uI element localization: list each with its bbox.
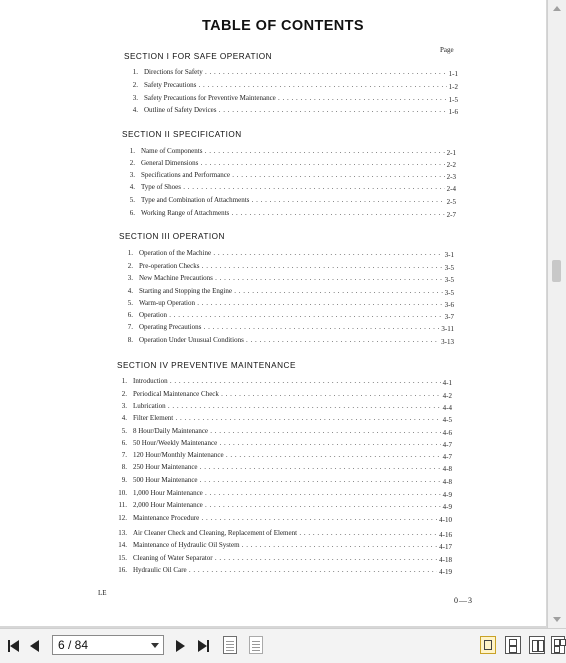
- toc-entry-title: Filter Element . . .: [133, 414, 448, 422]
- toc-entry-title: Specifications and Performance . . .: [141, 171, 452, 179]
- previous-page-button[interactable]: [26, 637, 42, 655]
- toc-entry-title: 500 Hour Maintenance . . .: [133, 476, 448, 484]
- toc-entry-title: 2,000 Hour Maintenance . . .: [133, 501, 448, 509]
- toc-entry: [116, 323, 454, 334]
- page-column-label: Page: [440, 46, 454, 54]
- toc-entry: [110, 439, 452, 450]
- toc-entry: [110, 554, 452, 565]
- toc-entry-page: 4-2: [442, 392, 452, 400]
- page-title: TABLE OF CONTENTS: [202, 18, 364, 34]
- toc-entry-title: Name of Components . . .: [141, 147, 452, 155]
- toc-entry-page: 4-7: [442, 441, 452, 449]
- toc-entry-title: Directions for Safety . . .: [144, 68, 454, 76]
- toc-entry: [110, 514, 452, 525]
- toc-entry: [110, 451, 452, 462]
- last-page-button[interactable]: [194, 637, 212, 655]
- next-page-icon: [176, 640, 185, 652]
- toc-entry: [118, 159, 456, 170]
- toc-entry: [116, 336, 454, 347]
- toc-entry-number: 1.: [129, 147, 135, 155]
- toc-entry-number: 5.: [121, 427, 127, 435]
- toc-entry: [110, 402, 452, 413]
- toc-entry-page: 3-5: [444, 276, 454, 284]
- toc-entry-number: 7.: [127, 323, 133, 331]
- toc-entry-number: 3.: [129, 171, 135, 179]
- toc-entry-number: 12.: [118, 514, 127, 522]
- footer-page-number: 0—3: [454, 596, 473, 605]
- toc-entry: [110, 390, 452, 401]
- toc-entry-number: 5.: [129, 196, 135, 204]
- toc-entry-page: 4-7: [442, 453, 452, 461]
- toc-entry-title: Outline of Safety Devices . . .: [144, 106, 454, 114]
- toc-entry: [121, 106, 458, 117]
- toc-entry-number: 8.: [127, 336, 133, 344]
- toc-entry-page: 2-4: [446, 185, 456, 193]
- scrollbar-thumb[interactable]: [552, 260, 561, 282]
- toc-entry-number: 3.: [132, 94, 138, 102]
- toc-entry-title: 1,000 Hour Maintenance . . .: [133, 489, 448, 497]
- section-heading: SECTION III OPERATION: [119, 232, 225, 241]
- toc-entry-title: 50 Hour/Weekly Maintenance . . .: [133, 439, 448, 447]
- toc-entry-title: 120 Hour/Monthly Maintenance . . .: [133, 451, 448, 459]
- toc-entry-number: 4.: [129, 183, 135, 191]
- first-page-icon: [10, 640, 19, 652]
- toc-entry: [121, 94, 458, 105]
- toc-entry-number: 6.: [127, 311, 133, 319]
- toc-entry-title: Warm-up Operation . . .: [139, 299, 450, 307]
- facing-view-icon[interactable]: [529, 636, 545, 654]
- toc-entry-page: 4-8: [442, 465, 452, 473]
- toc-entry-number: 11.: [118, 501, 127, 509]
- toc-entry-page: 4-6: [442, 429, 452, 437]
- toc-entry-number: 10.: [118, 489, 127, 497]
- toc-entry: [110, 463, 452, 474]
- toc-entry: [118, 209, 456, 220]
- toc-entry-number: 3.: [127, 274, 133, 282]
- chevron-down-icon: [151, 643, 159, 648]
- toc-entry-number: 15.: [118, 554, 127, 562]
- toc-entry-title: Working Range of Attachments . . .: [141, 209, 452, 217]
- toc-entry-title: Hydraulic Oil Care . . .: [133, 566, 448, 574]
- toc-entry-title: Operation of the Machine . . .: [139, 249, 450, 257]
- toc-entry-number: 2.: [132, 81, 138, 89]
- toc-entry-title: Pre-operation Checks . . .: [139, 262, 450, 270]
- toc-entry-page: 1-2: [448, 83, 458, 91]
- toc-entry-title: Type and Combination of Attachments . . .: [141, 196, 452, 204]
- toc-entry: [110, 566, 452, 577]
- toc-entry: [110, 427, 452, 438]
- toc-entry: [110, 476, 452, 487]
- toc-entry-page: 2-1: [446, 149, 456, 157]
- toc-entry-page: 4-5: [442, 416, 452, 424]
- toc-entry-title: New Machine Precautions . . .: [139, 274, 450, 282]
- toc-entry-page: 4-4: [442, 404, 452, 412]
- toc-entry-page: 4-10: [439, 516, 452, 524]
- page-indicator: 6 / 84: [58, 638, 89, 652]
- section-heading: SECTION I FOR SAFE OPERATION: [124, 52, 273, 61]
- toc-entry-page: 1-5: [448, 96, 458, 104]
- toc-entry-page: 3-1: [444, 251, 454, 259]
- toc-entry-title: Operating Precautions . . .: [139, 323, 450, 331]
- toc-entry-number: 2.: [127, 262, 133, 270]
- continuous-view-icon[interactable]: [505, 636, 521, 654]
- toc-entry: [118, 183, 456, 194]
- page-number-select[interactable]: [52, 635, 164, 655]
- toc-entry-title: General Dimensions . . .: [141, 159, 452, 167]
- toc-entry-title: Safety Precautions for Preventive Maintenance . . .: [144, 94, 454, 102]
- toc-entry-number: 14.: [118, 541, 127, 549]
- toc-entry: [110, 377, 452, 388]
- toc-entry-number: 9.: [121, 476, 127, 484]
- toc-entry-title: Starting and Stopping the Engine . . .: [139, 287, 450, 295]
- toc-entry-page: 3-5: [444, 289, 454, 297]
- first-page-button[interactable]: [4, 637, 22, 655]
- toc-entry-page: 4-8: [442, 478, 452, 486]
- facing-continuous-view-icon[interactable]: [551, 636, 565, 654]
- document-export-icon[interactable]: [249, 636, 263, 654]
- last-page-bar-icon: [207, 640, 209, 652]
- toc-entry-page: 4-19: [439, 568, 452, 576]
- toc-entry-page: 3-5: [444, 264, 454, 272]
- toc-entry-number: 2.: [121, 390, 127, 398]
- footer-left-code: LE: [98, 589, 107, 597]
- section-heading: SECTION IV PREVENTIVE MAINTENANCE: [117, 361, 296, 370]
- toc-entry-page: 2-2: [446, 161, 456, 169]
- toc-entry-page: 4-9: [442, 503, 452, 511]
- toc-entry: [116, 311, 454, 322]
- toc-entry-page: 3-7: [444, 313, 454, 321]
- toc-entry-number: 5.: [127, 299, 133, 307]
- toc-entry-title: Operation Under Unusual Conditions . . .: [139, 336, 450, 344]
- navigation-toolbar: [0, 628, 566, 663]
- toc-entry: [110, 541, 452, 552]
- toc-entry-number: 3.: [121, 402, 127, 410]
- next-page-button[interactable]: [172, 637, 188, 655]
- toc-entry: [116, 262, 454, 273]
- toc-entry-number: 4.: [121, 414, 127, 422]
- toc-entry: [121, 68, 458, 79]
- toc-entry-title: Periodical Maintenance Check . . .: [133, 390, 448, 398]
- section-heading: SECTION II SPECIFICATION: [122, 130, 242, 139]
- toc-entry-number: 1.: [127, 249, 133, 257]
- toc-entry-number: 2.: [129, 159, 135, 167]
- toc-entry: [121, 81, 458, 92]
- toc-entry-title: Safety Precautions . . .: [144, 81, 454, 89]
- toc-entry: [116, 249, 454, 260]
- toc-entry: [116, 274, 454, 285]
- toc-entry-page: 3-6: [444, 301, 454, 309]
- last-page-icon: [198, 640, 207, 652]
- toc-entry-page: 2-5: [446, 198, 456, 206]
- toc-entry-number: 16.: [118, 566, 127, 574]
- toc-entry: [116, 299, 454, 310]
- toc-entry-number: 6.: [129, 209, 135, 217]
- toc-entry-title: 8 Hour/Daily Maintenance . . .: [133, 427, 448, 435]
- toc-entry: [110, 489, 452, 500]
- toc-entry-title: Type of Shoes . . .: [141, 183, 452, 191]
- single-page-view-icon[interactable]: [480, 636, 496, 654]
- toc-entry-number: 4.: [127, 287, 133, 295]
- toc-entry: [110, 529, 452, 540]
- scroll-down-arrow-icon[interactable]: [553, 617, 561, 622]
- toc-entry-page: 4-1: [442, 379, 452, 387]
- toc-entry: [118, 196, 456, 207]
- toc-entry-page: 3-11: [441, 325, 454, 333]
- toc-entry-title: 250 Hour Maintenance . . .: [133, 463, 448, 471]
- toc-entry: [116, 287, 454, 298]
- toc-entry-title: Cleaning of Water Separator . . .: [133, 554, 448, 562]
- toc-entry: [110, 414, 452, 425]
- vertical-scrollbar[interactable]: [547, 0, 566, 628]
- toc-entry-title: Maintenance of Hydraulic Oil System . . .: [133, 541, 448, 549]
- previous-page-icon: [30, 640, 39, 652]
- toc-entry-page: 4-17: [439, 543, 452, 551]
- toc-entry-page: 4-18: [439, 556, 452, 564]
- toc-entry-title: Introduction . . .: [133, 377, 448, 385]
- toc-entry-page: 4-16: [439, 531, 452, 539]
- toc-entry-number: 1.: [121, 377, 127, 385]
- toc-entry-number: 7.: [121, 451, 127, 459]
- toc-entry-title: Maintenance Procedure . . .: [133, 514, 448, 522]
- document-grid-icon[interactable]: [223, 636, 237, 654]
- toc-entry-title: Lubrication . . .: [133, 402, 448, 410]
- toc-entry: [110, 501, 452, 512]
- toc-entry-title: Operation . . .: [139, 311, 450, 319]
- toc-entry-number: 4.: [132, 106, 138, 114]
- toc-entry-number: 1.: [132, 68, 138, 76]
- scroll-up-arrow-icon[interactable]: [553, 6, 561, 11]
- toc-entry-page: 3-13: [441, 338, 454, 346]
- toc-entry-page: 1-6: [448, 108, 458, 116]
- toc-entry-number: 13.: [118, 529, 127, 537]
- toc-entry: [118, 171, 456, 182]
- toc-entry-title: Air Cleaner Check and Cleaning, Replacement of Element . . .: [133, 529, 448, 537]
- toc-entry-number: 8.: [121, 463, 127, 471]
- toc-entry: [118, 147, 456, 158]
- toc-entry-page: 4-9: [442, 491, 452, 499]
- toc-entry-number: 6.: [121, 439, 127, 447]
- toc-entry-page: 2-3: [446, 173, 456, 181]
- toc-entry-page: 1-1: [448, 70, 458, 78]
- toc-entry-page: 2-7: [446, 211, 456, 219]
